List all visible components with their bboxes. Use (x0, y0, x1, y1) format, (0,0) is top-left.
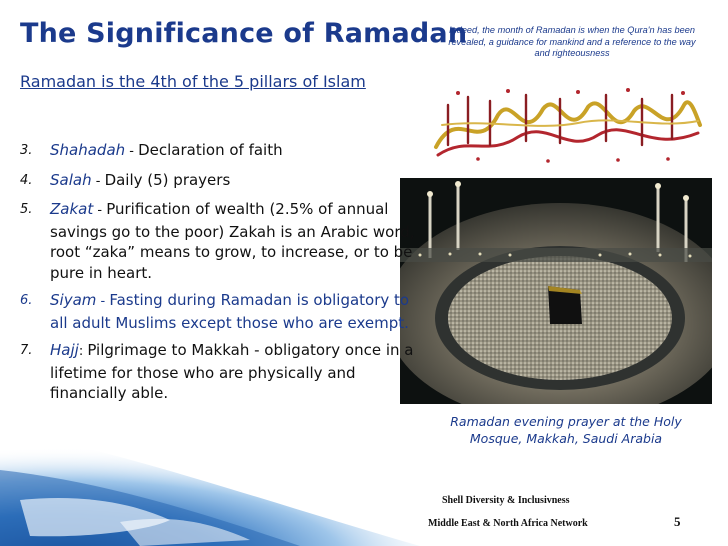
list-item (20, 170, 418, 193)
item-separator: : (78, 344, 88, 359)
item-term: Shahadah (50, 141, 126, 159)
item-description: Daily (5) prayers (104, 170, 231, 189)
item-number: 6. (20, 293, 33, 308)
list-item (20, 290, 418, 333)
item-term: Siyam (50, 291, 97, 309)
footer-organization: Shell Diversity & Inclusivness (442, 495, 570, 506)
item-number: 5. (20, 202, 33, 217)
slide-subtitle: Ramadan is the 4th of the 5 pillars of Islam (20, 72, 366, 91)
holy-mosque-photo (400, 178, 712, 404)
item-number: 3. (20, 143, 33, 158)
footer-network: Middle East & North Africa Network (428, 518, 588, 529)
arabic-calligraphy-image (428, 85, 706, 165)
slide-title: The Significance of Ramadan (20, 18, 468, 49)
item-description: Purification of wealth (2.5% of annual savings go to the poor) Zakah is an Arabic word, root “zaka” means to grow, to increase, or to be pure in heart. (50, 200, 415, 282)
item-term: Salah (50, 170, 92, 189)
list-item (20, 199, 418, 283)
item-separator: - (91, 173, 105, 189)
item-separator: - (93, 203, 107, 218)
item-description: Fasting during Ramadan is obligatory to all adult Muslims except those who are exempt. (50, 291, 410, 332)
photo-caption: Ramadan evening prayer at the Holy Mosque, Makkah, Saudi Arabia (450, 414, 682, 446)
item-separator: - (96, 294, 110, 309)
item-term: Hajj (50, 341, 79, 359)
list-item (20, 140, 418, 163)
item-term: Zakat (50, 200, 94, 218)
list-item (20, 340, 418, 404)
globe-decoration (0, 410, 420, 546)
item-description: Pilgrimage to Makkah - obligatory once in a lifetime for those who are physically and financially able. (50, 341, 414, 402)
item-number: 4. (20, 172, 33, 188)
pillars-list (20, 140, 418, 411)
item-separator: - (125, 144, 139, 159)
quran-quote: Indeed, the month of Ramadan is when the Qura'n has been revealed, a guidance for mankind and a reference to the way and righteousness (448, 25, 696, 58)
item-number: 7. (20, 343, 33, 358)
page-number: 5 (674, 514, 681, 529)
item-description: Declaration of faith (138, 141, 283, 159)
